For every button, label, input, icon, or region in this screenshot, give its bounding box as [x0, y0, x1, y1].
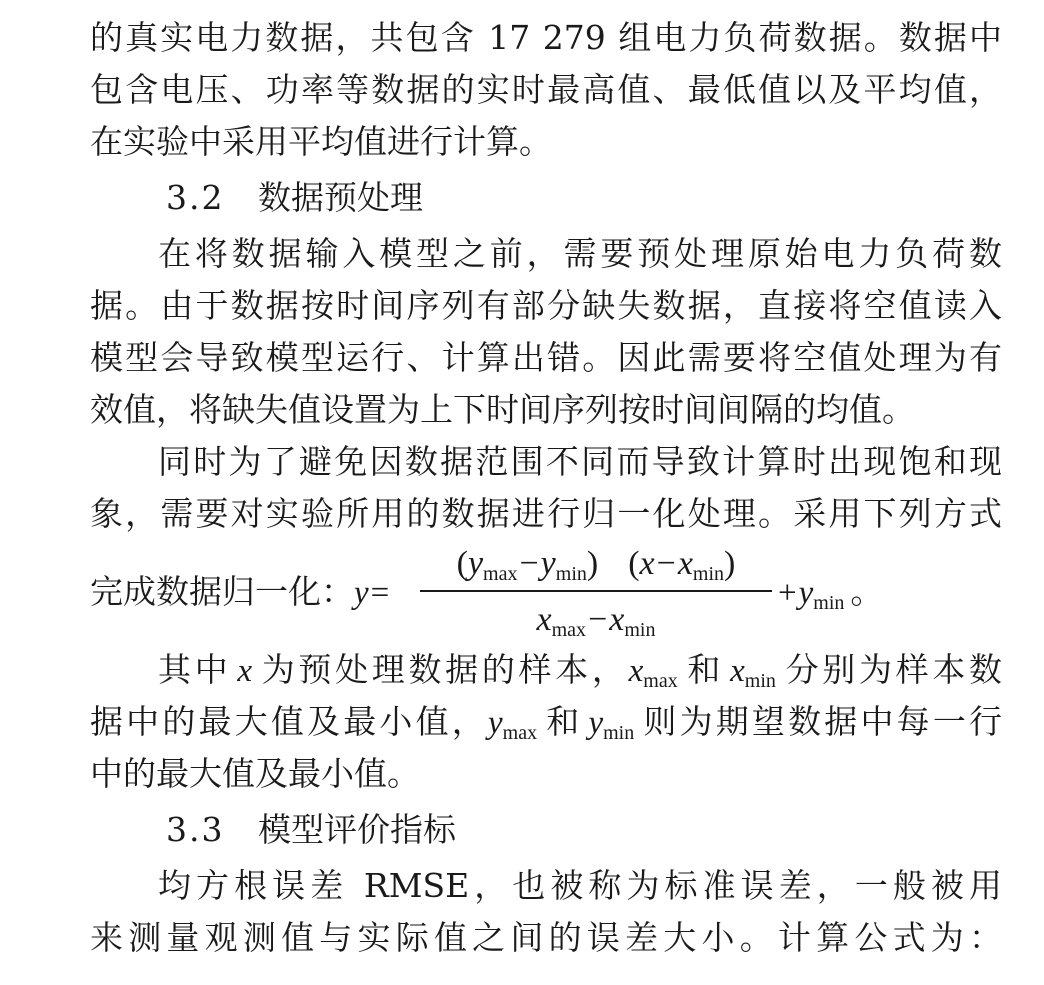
sub-max: max — [551, 619, 587, 641]
sub-min: min — [744, 670, 776, 692]
var-x: x — [609, 601, 625, 638]
text-span: 分别为样本数 — [781, 650, 1003, 689]
plus: + — [778, 575, 797, 611]
section-number: 3.3 — [166, 810, 225, 849]
var-x: x — [628, 653, 644, 689]
section-title: 数据预处理 — [258, 178, 423, 217]
var-x: x — [639, 545, 655, 582]
fraction-bar — [420, 590, 772, 592]
minus: − — [656, 545, 676, 582]
text-line: 的真实电力数据，共包含 17 279 组电力负荷数据。数据中 — [90, 18, 1002, 57]
text-line — [90, 644, 1002, 696]
minus: − — [588, 601, 608, 638]
formula-lead-text — [90, 566, 391, 619]
text-line: 来测量观测值与实际值之间的误差大小。计算公式为： — [90, 918, 1002, 957]
sub-max: max — [502, 722, 538, 744]
formula-fraction — [420, 540, 772, 644]
paragraph-data-description — [90, 12, 1002, 168]
sub-min: min — [555, 563, 587, 585]
var-y: y — [487, 705, 503, 741]
var-y: y — [798, 575, 814, 611]
paragraph-preprocessing — [90, 228, 1002, 436]
section-heading-3-2 — [90, 170, 1002, 226]
text-span: 则为期望数据中每一行 — [640, 702, 1003, 741]
section-heading-3-3 — [90, 802, 1002, 858]
text-line: 包含电压、功率等数据的实时最高值、最低值以及平均值， — [90, 70, 1002, 109]
paren: ) — [724, 545, 736, 582]
var-y: y — [588, 705, 604, 741]
text-span: 和 — [683, 650, 725, 689]
var-x: x — [730, 653, 745, 689]
paren: ) — [586, 545, 599, 582]
text-line — [90, 696, 1002, 748]
text-line: 同时为了避免因数据范围不同而导致计算时出现饱和现 — [158, 442, 1002, 481]
var-x: x — [536, 601, 552, 638]
paragraph-rmse — [90, 860, 1002, 964]
var-x: x — [237, 653, 253, 689]
text-line: 模型会导致模型运行、计算出错。因此需要将空值处理为有 — [90, 338, 1002, 377]
paper-page — [90, 12, 1002, 964]
formula-numerator — [420, 540, 772, 588]
paren: ( — [628, 545, 640, 582]
paragraph-normalization — [90, 436, 1002, 644]
text-line: 中的最大值及最小值。 — [90, 754, 420, 793]
sub-min: min — [624, 619, 656, 641]
paren: ( — [456, 545, 468, 582]
sub-min: min — [692, 563, 725, 585]
formula-denominator — [420, 596, 772, 644]
text-line: 均方根误差 RMSE，也被称为标准误差，一般被用 — [158, 866, 1002, 905]
sub-max: max — [643, 670, 678, 692]
text-span: 据中的最大值及最小值， — [90, 702, 488, 741]
text-line: 效值，将缺失值设置为上下时间序列按时间间隔的均值。 — [90, 390, 915, 429]
section-number: 3.2 — [166, 178, 225, 217]
text-line: 在实验中采用平均值进行计算。 — [90, 122, 552, 161]
formula-end-punct: 。 — [850, 572, 884, 611]
text-span: 为预处理数据的样本， — [258, 650, 629, 689]
sub-min: min — [603, 722, 635, 744]
formula-lead-label: 完成数据归一化： — [90, 572, 354, 611]
minus: − — [519, 545, 539, 582]
section-title: 模型评价指标 — [258, 810, 456, 849]
formula-equals: = — [370, 575, 390, 611]
sub-min: min — [813, 592, 845, 614]
var-x: x — [677, 545, 693, 582]
formula-tail — [776, 566, 883, 629]
paragraph-variable-definitions — [90, 644, 1002, 800]
normalization-formula-line — [90, 540, 1002, 644]
text-line: 在将数据输入模型之前，需要预处理原始电力负荷数 — [158, 234, 1002, 273]
sub-max: max — [483, 563, 518, 585]
text-line: 象，需要对实验所用的数据进行归一化处理。采用下列方式 — [90, 494, 1002, 533]
text-span: 和 — [543, 702, 583, 741]
text-line: 据。由于数据按时间序列有部分缺失数据，直接将空值读入 — [90, 286, 1002, 325]
var-y: y — [540, 545, 556, 582]
formula-lhs: y — [354, 575, 369, 611]
var-y: y — [467, 545, 484, 582]
text-span: 其中 — [158, 650, 232, 689]
